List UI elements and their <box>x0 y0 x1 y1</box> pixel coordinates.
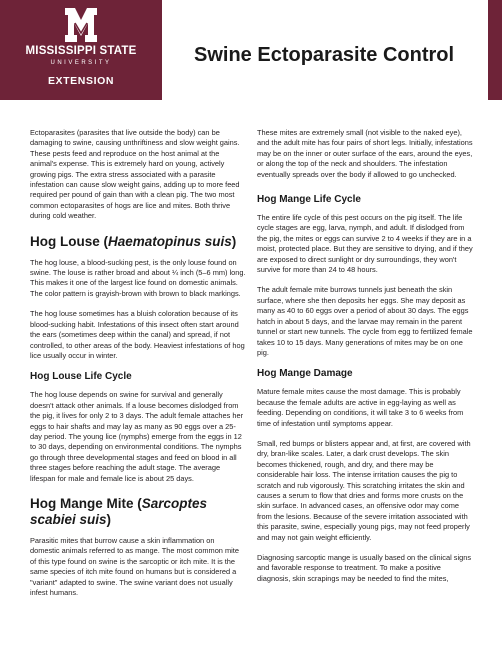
hog-mange-mite-heading <box>30 496 246 528</box>
page-title: Swine Ectoparasite Control <box>194 44 455 66</box>
msu-extension-logo <box>0 0 162 100</box>
hog-mange-life-cycle-heading: Hog Mange Life Cycle <box>257 194 361 206</box>
hog-louse-life-cycle-paragraph: The hog louse depends on swine for survival and generally doesn't attack other animals. If a louse becomes dislodged from the pig, it lives for only 2 to 3 days. The adult female attaches her eggs to hair shafts and may lay as many as 90 eggs over a 25-day period. The young lice (nymphs) emerge from the eggs in 12 to 30 days, depending on environmental conditions. The nymphs go through three developmental stages and feed on blood in all three stages before reaching the adult stage. The average lifespan for male and female lice is about 25 days. <box>30 390 244 483</box>
hog-louse-heading <box>30 234 246 250</box>
hog-mange-damage-paragraph-2: Small, red bumps or blisters appear and, at first, are covered with dry, bran-like scales. Later, a dark crust develops. The skin becomes thickened, rough, and dry, and there may be considerable hair loss. The intense irritation causes the pig to scratch and rub vigorously. This scratching irritates the skin and causes a serum to flow that dries and forms more crusts on the skin surface. In advanced cases, an offensive odor may come from the lesions. Because of the severe irritation associated with this parasite, swine, especially young pigs, may not feed properly and may not gain weight efficiently. <box>257 438 471 542</box>
heading-text-end: ) <box>106 511 112 527</box>
hog-louse-life-cycle-heading: Hog Louse Life Cycle <box>30 371 132 383</box>
heading-text: Hog Mange Mite ( <box>30 495 142 511</box>
hog-mange-mite-paragraph: Parasitic mites that burrow cause a skin inflammation on domestic animals referred to as mange. The most common mite of this type found on swine is the sarcoptic or itch mite. It is the same species of itch mite found on humans but is considered a "variant" adapted to swine. The swine variant does not usually infest humans. <box>30 535 239 597</box>
left-column <box>30 128 246 608</box>
scientific-name: Sarcoptes scabiei suis <box>30 495 208 527</box>
hog-mange-damage-paragraph-1: Mature female mites cause the most damage. This is probably because the female adults are active in egg-laying as well as feeding. Depending on conditions, it will take 3 to 6 weeks from time of infestation until symptoms appear. <box>257 387 464 428</box>
hog-mange-damage-paragraph-3: Diagnosing sarcoptic mange is usually based on the clinical signs and favorable response to treatment. To make a positive diagnosis, skin scrapings may be needed to find the mites, <box>257 553 472 583</box>
hog-mange-life-cycle-paragraph-2: The adult female mite burrows tunnels just beneath the skin surface, where she then deposits her eggs. She may deposit as many as 40 to 60 eggs over a period of about 30 days. The eggs hatch in about 5 days, and the larvae may remain in the parent tunnel or start new tunnels. The cycle from egg to fertilized female takes 10 to 15 days. Many generations of mites may be on one pig. <box>257 285 473 357</box>
header-accent-bar <box>488 0 502 100</box>
heading-text-end: ) <box>231 233 237 249</box>
logo-text-university: UNIVERSITY <box>50 60 112 66</box>
hog-louse-paragraph-1: The hog louse, a blood-sucking pest, is the only louse found on swine. The louse is rather broad and about ¼ inch (5–6 mm) long. This makes it one of the largest lice found on domestic animals. The color pattern is grayish-brown with brown to black markings. <box>30 257 246 298</box>
intro-paragraph: Ectoparasites (parasites that live outside the body) can be damaging to swine, causing unthriftiness and slow weight gains. These pests feed and reproduce on the host animal at the animal's expense. This is extremely hard on young, actively growing pigs. The extra stress associated with a parasite infestation can cause slow weight gains, adding up to more feed required per pound of gain than with a clean pig. The two most common ectoparasites of hogs are lice and mites. Both thrive during cold weather. <box>30 128 240 221</box>
hog-mange-life-cycle-paragraph-1: The entire life cycle of this pest occurs on the pig itself. The life cycle stages are egg, larva, nymph, and adult. If dislodged from the pig, the mites or eggs can survive 2 to 4 weeks if they are in a moist, protected place. But they are sensitive to drying, and if they are exposed to direct sunlight or dry surroundings, they won't survive for more than 24 to 48 hours. <box>257 213 473 275</box>
hog-louse-paragraph-2: The hog louse sometimes has a bluish coloration because of its blood-sucking habit. Infestations of this insect often start around the ears (sometimes deep within the canal) and spread, if not controlled, to other areas of the body. Heaviest infestations of hog lice usually occur in winter. <box>30 309 245 360</box>
mite-description-paragraph: These mites are extremely small (not visible to the naked eye), and the adult mite has four pairs of short legs. Initially, infestations may be on the inner or outer surface of the ears, around the eyes, or along the top of the neck and shoulders. The infestation eventually spreads over the body if allowed to go unchecked. <box>257 128 473 179</box>
hog-mange-damage-heading: Hog Mange Damage <box>257 368 353 380</box>
logo-text-mississippi-state: MISSISSIPPI STATE <box>25 45 137 57</box>
heading-text: Hog Louse ( <box>30 233 108 249</box>
right-column <box>257 128 473 594</box>
logo-text-extension: EXTENSION <box>47 75 115 87</box>
msu-m-logo-icon <box>63 6 99 44</box>
scientific-name: Haematopinus suis <box>108 233 232 249</box>
